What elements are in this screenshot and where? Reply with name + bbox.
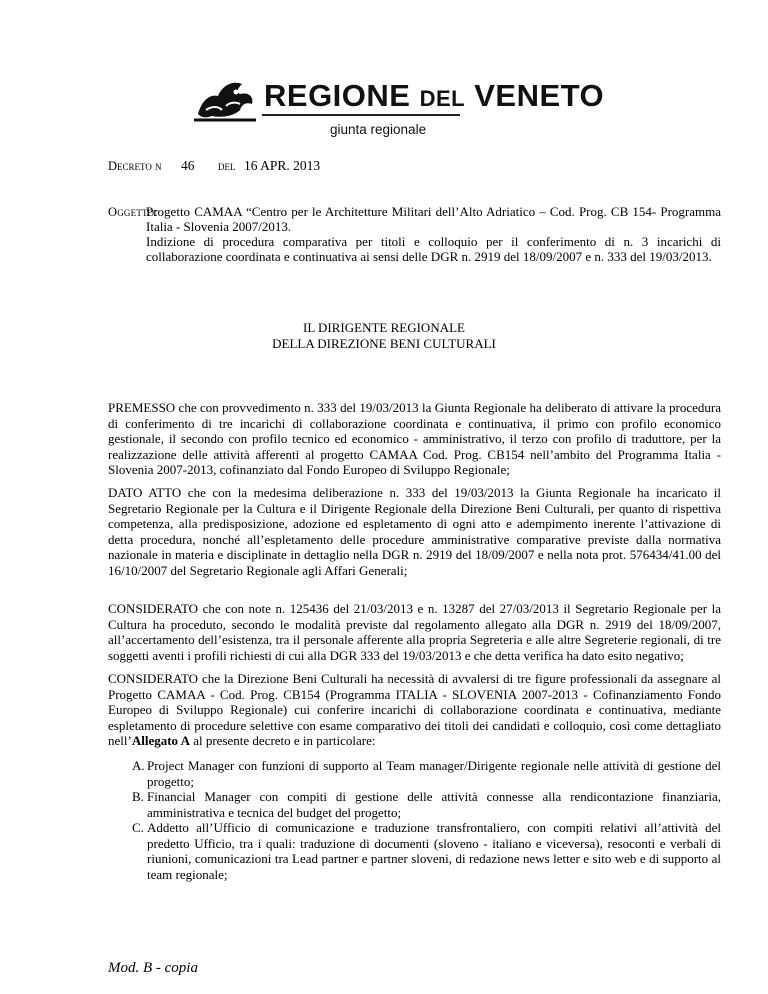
decree-label: Decreto n	[108, 159, 162, 173]
paragraph-considerato-1: CONSIDERATO che con note n. 125436 del 21/03/2013 e n. 13287 del 27/03/2013 il Segretario Regionale per la Cultura ha proceduto, secondo le modalità previste dal regolamento allegato alla DGR n. 2919 del 18/09/2007, all’accertamento dell’esistenza, tra il personale afferente alla propria Segreteria e alle altre Segreterie regionali, di tre soggetti aventi i profili richiesti di cui alla DGR 333 del 19/03/2013 e che detta verifica ha dato esito negativo;	[108, 601, 721, 663]
region-logo	[192, 70, 605, 140]
list-item: A. Project Manager con funzioni di supporto al Team manager/Dirigente regionale nelle attività di gestione del progetto;	[132, 758, 721, 789]
subject-line-2: Indizione di procedura comparativa per titoli e colloquio per il conferimento di n. 3 incarichi di collaborazione coordinata e continuativa ai sensi delle DGR n. 2919 del 18/09/2007 e n. 333 del 19/03/2013.	[146, 234, 721, 264]
logo-subtitle: giunta regionale	[330, 122, 427, 137]
logo-underline	[262, 114, 460, 116]
logo-title: REGIONE DEL VENETO	[264, 78, 605, 113]
decree-number: 46	[181, 158, 195, 173]
subject-line-1: Progetto CAMAA “Centro per le Architetture Militari dell’Alto Adriatico – Cod. Prog. CB 154- Programma Italia - Slovenia 2007/2013.	[146, 204, 721, 234]
decree-date-label: del	[218, 159, 236, 173]
allegato-a-reference: Allegato A	[131, 733, 190, 748]
lion-of-st-mark-icon	[192, 70, 258, 126]
page-title-line-1: IL DIRIGENTE REGIONALE	[303, 320, 465, 335]
profiles-list	[132, 758, 721, 882]
paragraph-considerato-2: CONSIDERATO che la Direzione Beni Culturali ha necessità di avvalersi di tre figure professionali da assegnare al Progetto CAMAA - Cod. Prog. CB154 (Programma ITALIA - SLOVENIA 2007-2013 - Cofinanziamento Fondo Europeo di Sviluppo Regionale) cui conferire incarichi di collaborazione coordinata e continuativa, mediante espletamento di procedure selettive con esame comparativo dei titoli dei candidati e colloquio, così come dettagliato nell’Allegato A al presente decreto e in particolare:	[108, 671, 721, 748]
subject-label: Oggetto:	[108, 205, 158, 219]
list-item: B. Financial Manager con compiti di gestione delle attività connesse alla rendicontazione finanziaria, amministrativa e tecnica del budget del progetto;	[132, 789, 721, 820]
footer-mod-label: Mod. B - copia	[108, 960, 198, 976]
decree-date: 16 APR. 2013	[244, 158, 321, 173]
list-item: C. Addetto all’Ufficio di comunicazione e traduzione transfrontaliero, con compiti relativi all’attività del predetto Ufficio, tra i quali: traduzione di documenti (sloveno - italiano e viceversa), resoconti e verbali di riunioni, comunicazioni tra Lead partner e partner sloveni, di redazione news letter e sito web e di supporto al team regionale;	[132, 820, 721, 882]
page-title-line-2: DELLA DIREZIONE BENI CULTURALI	[272, 336, 496, 351]
paragraph-premesso: PREMESSO che con provvedimento n. 333 del 19/03/2013 la Giunta Regionale ha deliberato di attivare la procedura di conferimento di tre incarichi di collaborazione coordinata e continuativa, il primo con profilo economico gestionale, il secondo con profilo tecnico ed economico - amministrativo, il terzo con profilo di traduttore, per la realizzazione delle attività afferenti al progetto CAMAA Cod. Prog. CB154 nell’ambito del Programma Italia - Slovenia 2007-2013, cofinanziato dal Fondo Europeo di Sviluppo Regionale;	[108, 400, 721, 477]
paragraph-dato-atto: DATO ATTO che con la medesima deliberazione n. 333 del 19/03/2013 la Giunta Regionale ha incaricato il Segretario Regionale per la Cultura e il Dirigente Regionale della Direzione Beni Culturali, per quanto di rispettiva competenza, alla predisposizione, adozione ed espletamento di ogni atto e adempimento inerente l’attivazione di detta procedura, nonché all’espletamento delle procedure amministrative comparative previste dalla normativa nazionale in materia e disciplinate in dettaglio nella DGR n. 2919 del 18/09/2007 e nella nota prot. 576434/41.00 del 16/10/2007 del Segretario Regionale agli Affari Generali;	[108, 485, 721, 578]
